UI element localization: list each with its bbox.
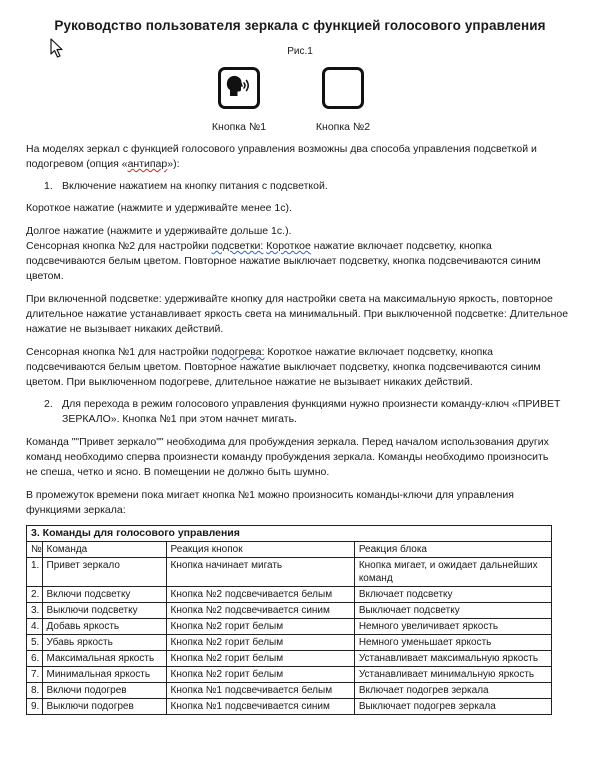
button1-para-term: подогрева: [211,346,265,358]
row-number: 1. [27,558,43,587]
wake-para-line-1: Команда ""Привет зеркало"" необходима для пробуждения зеркала. Перед началом использования других [26,436,549,448]
row-unit-reaction: Выключает подсветку [354,603,551,619]
long-press-text: Долгое нажатие (нажмите и удерживайте дольше 1с.). [26,225,292,237]
row-unit-reaction: Устанавливает минимальную яркость [354,667,551,683]
table-row [27,699,552,715]
hold-para-line-2: длительное нажатие устанавливает яркость света на минимальный. При выключенной подсветке: Длительное [26,308,569,320]
blink-para-line-1: В промежуток времени пока мигает кнопка №1 можно произносить команды-ключи для управления [26,489,514,501]
button2-para-term: подсветки: [211,240,264,252]
intro-term: антипар [127,158,168,170]
voice-control-icon [221,70,256,105]
row-command: Убавь яркость [42,635,166,651]
row-button-reaction: Кнопка №2 горит белым [166,635,354,651]
row-number: 8. [27,683,43,699]
list-item-2-line-2: ЗЕРКАЛО». Кнопка №1 при этом начнет мигать. [62,413,297,425]
header-unit-reaction: Реакция блока [354,542,551,558]
row-unit-reaction: Немного увеличивает яркость [354,619,551,635]
row-button-reaction: Кнопка №1 подсвечивается синим [166,699,354,715]
button-1-illustration [218,67,260,109]
button1-para-rest: Короткое нажатие включает подсветку, кнопка [264,346,494,358]
row-command: Выключи подсветку [42,603,166,619]
table-row [27,667,552,683]
table-caption-row [27,526,552,542]
table-row [27,651,552,667]
list-item-1: Включение нажатием на кнопку питания с подсветкой. [62,180,328,192]
hold-para-line-3: нажатие не вызывает никаких действий. [26,323,224,335]
row-unit-reaction: Немного уменьшает яркость [354,635,551,651]
button-1-label: Кнопка №1 [211,121,267,133]
table-row [27,619,552,635]
row-button-reaction: Кнопка №1 подсвечивается белым [166,683,354,699]
hold-para-line-1: При включенной подсветке: удерживайте кнопку для настройки света на максимальную яркость, повторное [26,293,553,305]
button2-para-line-3: цветом. [26,270,64,282]
button-2-illustration [322,67,364,109]
row-unit-reaction: Включает подогрев зеркала [354,683,551,699]
wake-para-line-2: команд необходимо сперва произнести команду пробуждения зеркала. Команды необходимо произносить [26,451,549,463]
wake-para-line-3: не спеша, четко и ясно. В помещении не должно быть шумно. [26,466,330,478]
list-number-2: 2. [44,398,53,410]
header-number: № [27,542,43,558]
table-header-row [27,542,552,558]
row-command: Привет зеркало [42,558,166,587]
row-button-reaction: Кнопка начинает мигать [166,558,354,587]
row-button-reaction: Кнопка №2 горит белым [166,667,354,683]
table-row [27,683,552,699]
button1-para-text: Сенсорная кнопка №1 для настройки [26,346,212,358]
row-button-reaction: Кнопка №2 подсвечивается белым [166,587,354,603]
row-number: 4. [27,619,43,635]
intro-text-end: »): [167,158,180,170]
row-number: 3. [27,603,43,619]
button2-para-rest: нажатие включает подсветку, кнопка [310,240,492,252]
row-unit-reaction: Выключает подогрев зеркала [354,699,551,715]
button1-para-line-3: цветом. При выключенном подогреве, длительное нажатие не вызывает никаких действий. [26,376,473,388]
table-row [27,635,552,651]
list-item-2-line-1: Для перехода в режим голосового управления функциями нужно произнести команду-ключ «ПРИВЕТ [62,398,561,410]
row-command: Минимальная яркость [42,667,166,683]
button1-para-line-2: подсвечиваются белым цветом. Повторное нажатие выключает подсветку, кнопка подсвечиваются синим [26,361,541,373]
button-2-label: Кнопка №2 [315,121,371,133]
row-button-reaction: Кнопка №2 горит белым [166,651,354,667]
row-number: 9. [27,699,43,715]
button2-para-line-2: подсвечиваются белым цветом. Повторное нажатие выключает подсветку, кнопка подсвечиваются синим [26,255,541,267]
intro-line-1: На моделях зеркал с функцией голосового управления возможны два способа управления подсветкой и [26,143,537,155]
row-button-reaction: Кнопка №2 подсвечивается синим [166,603,354,619]
row-command: Включи подсветку [42,587,166,603]
short-press-text: Короткое нажатие (нажмите и удерживайте менее 1с). [26,202,292,214]
button2-para-text: Сенсорная кнопка №2 для настройки [26,240,212,252]
row-unit-reaction: Кнопка мигает, и ожидает дальнейших команд [354,558,551,587]
list-number-1: 1. [44,180,53,192]
figure-caption: Рис.1 [287,46,313,57]
header-command: Команда [42,542,166,558]
row-number: 6. [27,651,43,667]
button2-para-word: Короткое [266,240,311,252]
table-row [27,558,552,587]
row-button-reaction: Кнопка №2 горит белым [166,619,354,635]
row-unit-reaction: Устанавливает максимальную яркость [354,651,551,667]
row-number: 7. [27,667,43,683]
row-command: Добавь яркость [42,619,166,635]
row-command: Выключи подогрев [42,699,166,715]
table-caption: 3. Команды для голосового управления [27,526,552,542]
intro-text: подогревом (опция « [26,158,128,170]
button1-para-line-1 [26,345,493,360]
voice-commands-table [26,525,552,715]
row-command: Максимальная яркость [42,651,166,667]
row-unit-reaction: Включает подсветку [354,587,551,603]
table-row [27,603,552,619]
document-title: Руководство пользователя зеркала с функцией голосового управления [54,18,546,33]
header-button-reaction: Реакция кнопок [166,542,354,558]
row-number: 5. [27,635,43,651]
table-row [27,587,552,603]
intro-line-2 [26,157,180,172]
button2-para-line-1 [26,239,492,254]
row-command: Включи подогрев [42,683,166,699]
blink-para-line-2: функциями зеркала: [26,504,126,516]
row-number: 2. [27,587,43,603]
